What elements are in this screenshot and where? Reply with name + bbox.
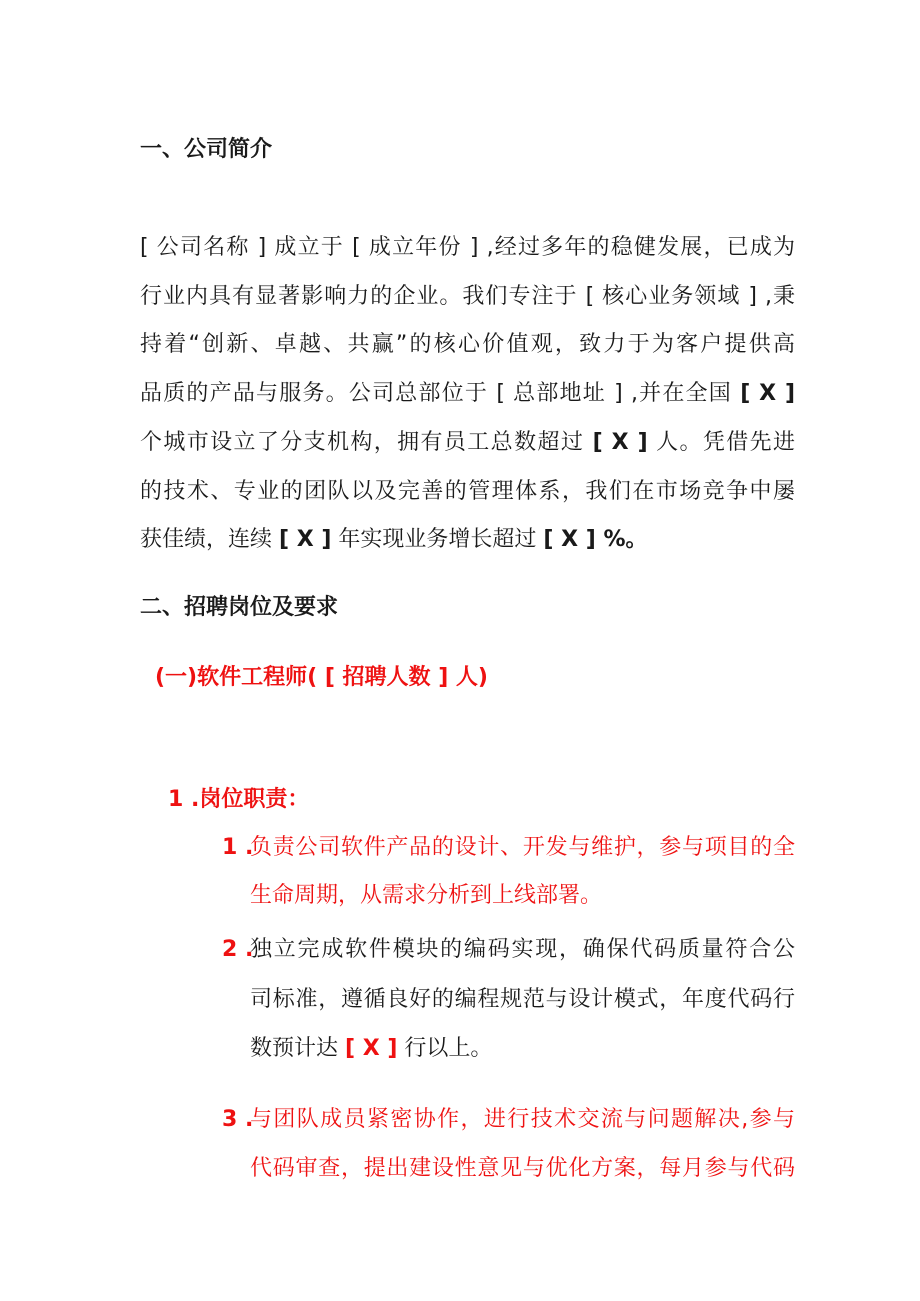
text-segment: 司标准，遵循良好的编程规范与设计模式，年度代码行 <box>250 986 795 1012</box>
text-line <box>250 975 795 1025</box>
text-line <box>140 468 795 517</box>
duty-item-text <box>250 1095 795 1193</box>
text-line <box>250 1024 795 1074</box>
placeholder-emphasis: [ X ] <box>345 1036 398 1061</box>
text-line <box>250 1095 795 1144</box>
text-segment: 人。凭借先进 <box>647 429 796 455</box>
text-segment: 生命周期，从需求分析到上线部署。 <box>250 883 603 908</box>
text-line <box>140 273 795 322</box>
duties-heading: 1 .岗位职责： <box>168 787 310 812</box>
duty-item-number: 3 . <box>222 1106 254 1132</box>
text-segment: 代码审查，提出建设性意见与优化方案，每月参与代码 <box>250 1155 795 1181</box>
company-intro-paragraph <box>140 224 795 565</box>
text-line <box>140 224 795 273</box>
placeholder-emphasis: [ X ] <box>592 429 648 455</box>
text-segment: 个城市设立了分支机构，拥有员工总数超过 <box>140 429 593 455</box>
text-segment: 持着“创新、卓越、共赢”的核心价值观，致力于为客户提供高 <box>140 332 795 358</box>
text-segment: 独立完成软件模块的编码实现，确保代码质量符合公 <box>250 937 795 962</box>
section-heading-recruitment: 二、招聘岗位及要求 <box>140 595 339 620</box>
text-line <box>250 872 795 920</box>
text-segment: 的技术、专业的团队以及完善的管理体系，我们在市场竞争中屡 <box>140 478 795 504</box>
position-title: (一)软件工程师( [ 招聘人数 ] 人) <box>155 665 488 690</box>
placeholder-emphasis: [ X ] <box>279 527 332 553</box>
text-segment: 品质的产品与服务。公司总部位于 [ 总部地址 ] ,并在全国 <box>140 381 741 407</box>
text-line <box>140 419 795 468</box>
text-segment: 行以上。 <box>397 1036 493 1061</box>
text-segment: 负责公司软件产品的设计、开发与维护，参与项目的全 <box>250 835 795 860</box>
text-segment: 年实现业务增长超过 <box>331 527 544 553</box>
section-heading-company-intro: 一、公司简介 <box>140 137 273 162</box>
text-line <box>250 1144 795 1193</box>
text-line <box>140 516 795 565</box>
duty-item-number: 1 . <box>222 835 254 860</box>
placeholder-emphasis: [ X ] <box>740 381 795 407</box>
text-line <box>250 824 795 872</box>
text-segment: [ 公司名称 ] 成立于 [ 成立年份 ] ,经过多年的稳健发展，已成为 <box>140 235 795 260</box>
text-segment: 与团队成员紧密协作，进行技术交流与问题解决,参与 <box>250 1106 795 1132</box>
text-segment: 行业内具有显著影响力的企业。我们专注于 [ 核心业务领域 ] ,秉 <box>140 283 795 309</box>
text-line <box>250 925 795 975</box>
text-segment: 数预计达 <box>250 1036 345 1061</box>
placeholder-emphasis: [ X ] %。 <box>543 527 648 553</box>
text-line <box>140 370 795 419</box>
text-line <box>140 321 795 370</box>
duty-item-text <box>250 824 795 920</box>
duty-item-text <box>250 925 795 1074</box>
text-segment: 获佳绩，连续 <box>140 527 279 553</box>
duty-item-number: 2 . <box>222 937 254 962</box>
